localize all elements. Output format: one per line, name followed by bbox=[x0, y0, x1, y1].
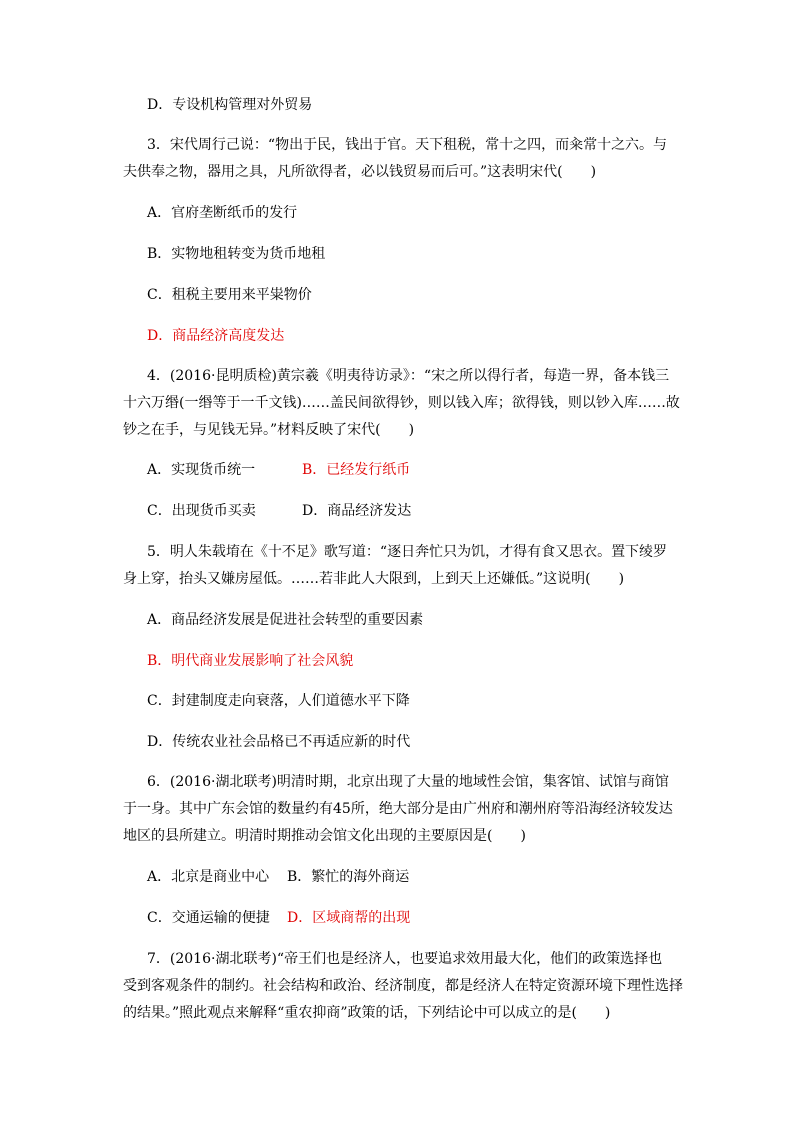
q6-option-a: A．北京是商业中心 bbox=[147, 869, 270, 885]
q3-option-a: A．官府垄断纸币的发行 bbox=[147, 205, 298, 221]
q5-stem-line-2: 身上穿，抬头又嫌房屋低。……若非此人大限到，上到天上还嫌低。”这说明( ) bbox=[123, 571, 625, 587]
q7-stem-line-2: 受到客观条件的制约。社会结构和政治、经济制度，都是经济人在特定资源环境下理性选择 bbox=[123, 978, 683, 994]
q6-stem-line-3: 地区的县所建立。明清时期推动会馆文化出现的主要原因是( ) bbox=[123, 828, 526, 844]
q4-stem-line-2: 十六万缗(一缗等于一千文钱)……盖民间欲得钞，则以钱入库；欲得钱，则以钞入库……故 bbox=[123, 395, 680, 411]
q4-option-d: D．商品经济发达 bbox=[302, 503, 412, 519]
q6-stem-line-2: 于一身。其中广东会馆的数量约有45所，绝大部分是由广州府和潮州府等沿海经济较发达 bbox=[123, 801, 673, 817]
q4-option-a: A．实现货币统一 bbox=[147, 462, 256, 478]
q4-stem-line-3: 钞之在手，与见钱无异。”材料反映了宋代( ) bbox=[123, 422, 415, 438]
q5-option-c: C．封建制度走向衰落，人们道德水平下降 bbox=[147, 693, 410, 709]
q4-stem-line-1: 4．(2016·昆明质检)黄宗羲《明夷待访录》：“宋之所以得行者，每造一界，备本钱三 bbox=[147, 368, 670, 384]
q3-option-c: C．租税主要用来平粜物价 bbox=[147, 287, 312, 303]
q5-option-b-answer: B．明代商业发展影响了社会风貌 bbox=[147, 653, 354, 669]
q3-option-d-answer: D．商品经济高度发达 bbox=[147, 328, 285, 344]
q3-stem-line-2: 夫供奉之物，器用之具，凡所欲得者，必以钱贸易而后可。”这表明宋代( ) bbox=[123, 164, 597, 180]
q6-option-d-answer: D．区域商帮的出现 bbox=[287, 910, 411, 926]
q5-option-a: A．商品经济发展是促进社会转型的重要因素 bbox=[147, 612, 424, 628]
q4-option-b-answer: B．已经发行纸币 bbox=[302, 462, 411, 478]
q5-stem-line-1: 5．明人朱载堉在《十不足》歌写道：“逐日奔忙只为饥，才得有食又思衣。置下绫罗 bbox=[147, 544, 668, 560]
q2-option-d: D．专设机构管理对外贸易 bbox=[147, 97, 313, 113]
q4-option-c: C．出现货币买卖 bbox=[147, 503, 256, 519]
q6-option-b: B．繁忙的海外商运 bbox=[287, 869, 410, 885]
q3-option-b: B．实物地租转变为货币地租 bbox=[147, 246, 326, 262]
q3-stem-line-1: 3．宋代周行己说：“物出于民，钱出于官。天下租税，常十之四，而籴常十之六。与 bbox=[147, 137, 668, 153]
q6-option-c: C．交通运输的便捷 bbox=[147, 910, 270, 926]
q6-stem-line-1: 6．(2016·湖北联考)明清时期，北京出现了大量的地域性会馆，集客馆、试馆与商馆 bbox=[147, 774, 669, 790]
q5-option-d: D．传统农业社会品格已不再适应新的时代 bbox=[147, 734, 411, 750]
q7-stem-line-1: 7．(2016·湖北联考)“帝王们也是经济人，也要追求效用最大化，他们的政策选择也 bbox=[147, 951, 663, 967]
q7-stem-line-3: 的结果。”照此观点来解释“重农抑商”政策的话，下列结论中可以成立的是( ) bbox=[123, 1005, 611, 1021]
